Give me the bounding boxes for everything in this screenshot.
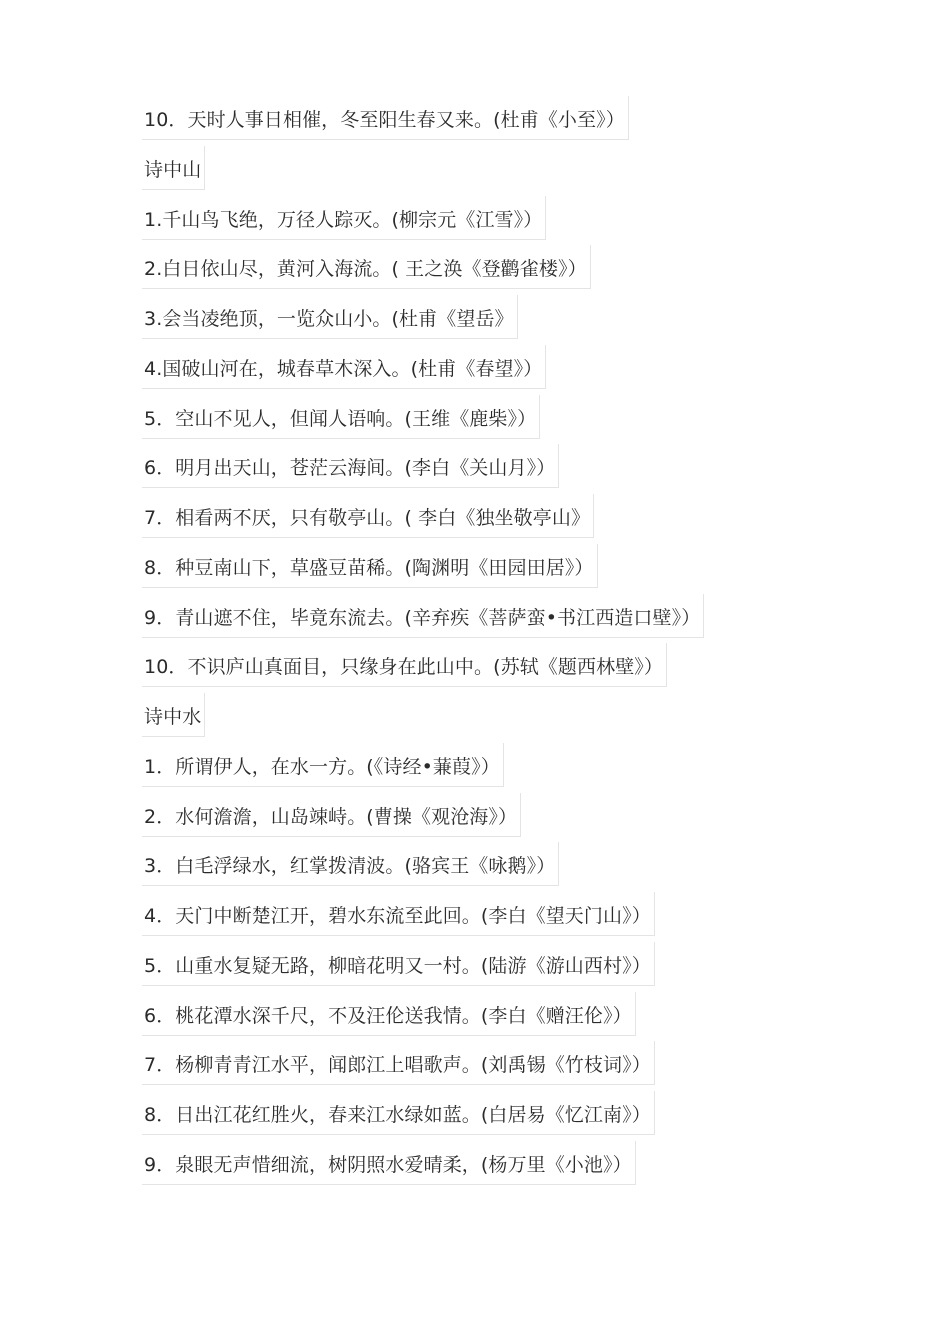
line-text: 4.国破山河在，城春草木深入。(杜甫《春望》） [142,345,546,389]
text-line [142,793,842,843]
text-line [142,942,842,992]
line-text: 9．泉眼无声惜细流，树阴照水爱晴柔，(杨万里《小池》） [142,1141,636,1185]
text-line [142,992,842,1042]
text-line [142,345,842,395]
text-line [142,1091,842,1141]
line-text: 1．所谓伊人，在水一方。(《诗经•蒹葭》） [142,743,504,787]
text-line [142,295,842,345]
line-text: 5．山重水复疑无路，柳暗花明又一村。(陆游《游山西村》） [142,942,655,986]
section-heading-text: 诗中山 [142,146,205,190]
text-line [142,245,842,295]
text-line [142,544,842,594]
line-text: 10．不识庐山真面目，只缘身在此山中。(苏轼《题西林壁》） [142,643,667,687]
text-line [142,1141,842,1191]
section-heading-text: 诗中水 [142,693,205,737]
text-line [142,1041,842,1091]
text-line [142,395,842,445]
line-text: 10．天时人事日相催，冬至阳生春又来。(杜甫《小至》） [142,96,629,140]
text-line [142,594,842,644]
line-text: 5．空山不见人，但闻人语响。(王维《鹿柴》） [142,395,540,439]
line-text: 3．白毛浮绿水，红掌拨清波。(骆宾王《咏鹅》） [142,842,559,886]
text-line [142,494,842,544]
poem-lines [142,96,842,1191]
line-text: 6．桃花潭水深千尺，不及汪伦送我情。(李白《赠汪伦》） [142,992,636,1036]
text-line [142,842,842,892]
line-text: 2.白日依山尽，黄河入海流。( 王之涣《登鹳雀楼》） [142,245,591,289]
text-line [142,743,842,793]
text-line [142,892,842,942]
text-line [142,444,842,494]
line-text: 1.千山鸟飞绝，万径人踪灭。(柳宗元《江雪》） [142,196,546,240]
line-text: 6．明月出天山，苍茫云海间。(李白《关山月》） [142,444,559,488]
line-text: 3.会当凌绝顶，一览众山小。(杜甫《望岳》 [142,295,518,339]
line-text: 9．青山遮不住，毕竟东流去。(辛弃疾《菩萨蛮•书江西造口壁》） [142,594,704,638]
line-text: 4．天门中断楚江开，碧水东流至此回。(李白《望天门山》） [142,892,655,936]
text-line [142,643,842,693]
section-heading-mountain [142,146,842,196]
line-text: 2．水何澹澹，山岛竦峙。(曹操《观沧海》） [142,793,521,837]
text-line [142,96,842,146]
line-text: 7．杨柳青青江水平，闻郎江上唱歌声。(刘禹锡《竹枝词》） [142,1041,655,1085]
line-text: 8．日出江花红胜火，春来江水绿如蓝。(白居易《忆江南》） [142,1091,655,1135]
line-text: 7．相看两不厌，只有敬亭山。( 李白《独坐敬亭山》 [142,494,594,538]
text-line [142,196,842,246]
section-heading-water [142,693,842,743]
line-text: 8．种豆南山下，草盛豆苗稀。(陶渊明《田园田居》） [142,544,598,588]
